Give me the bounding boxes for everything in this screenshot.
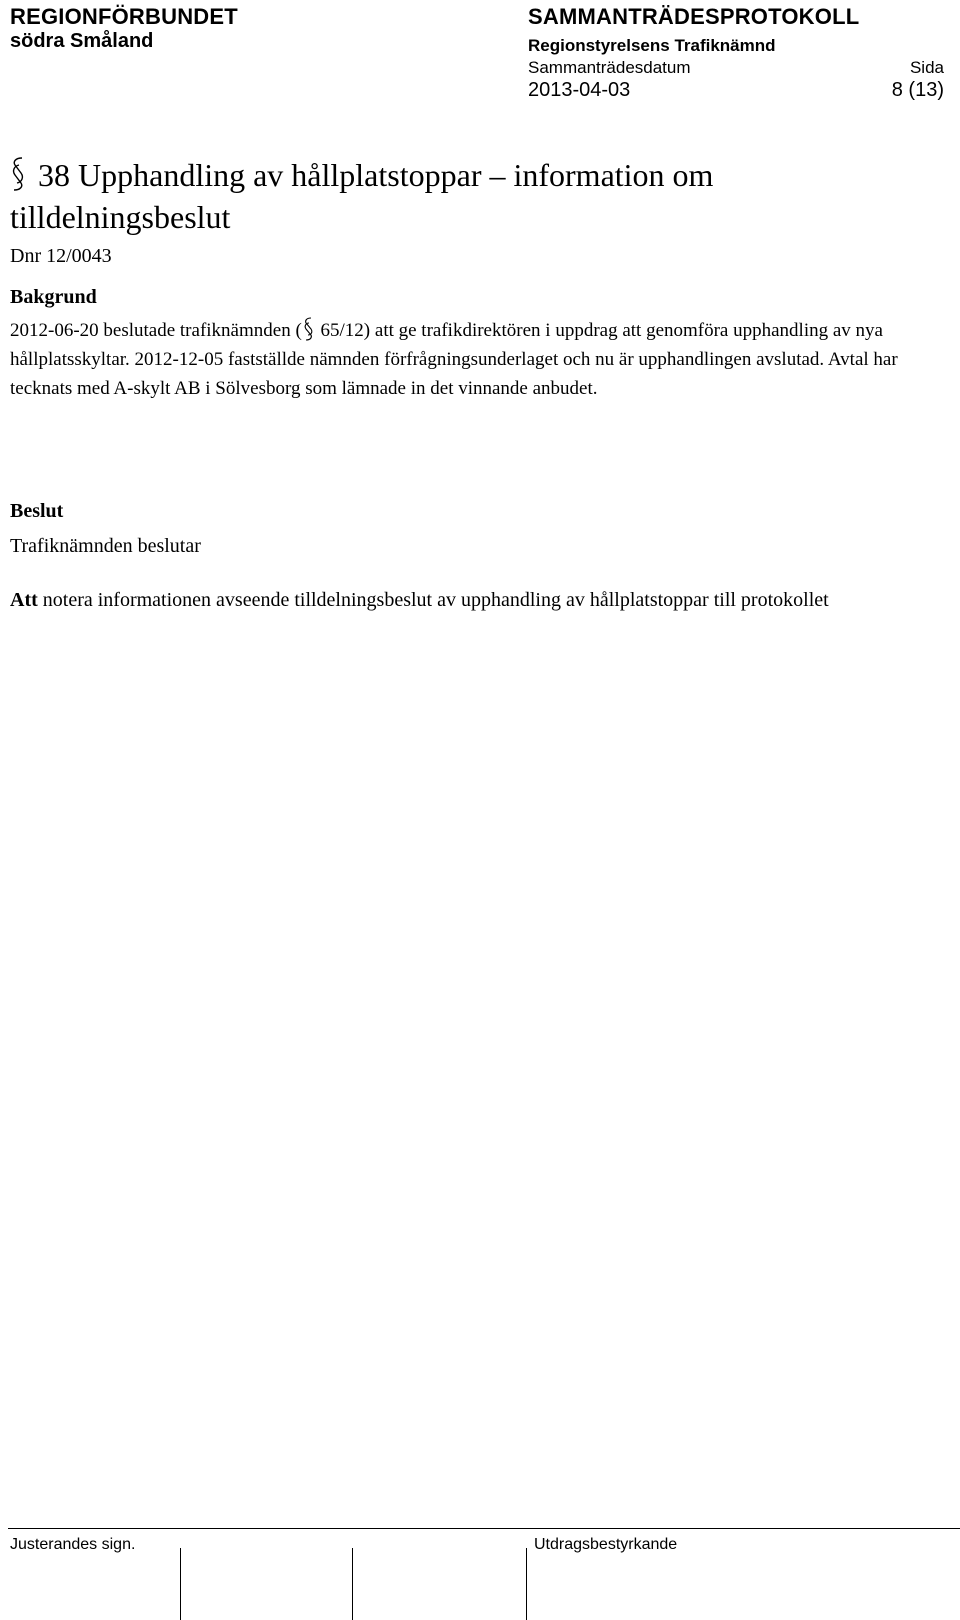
signature-box-divider [180, 1548, 181, 1620]
background-text-part2: 65/12) att ge trafikdirektören i uppdrag att genomföra upphandling av nya hållplatsskyltar. 2012-12-05 fastställde nämnden förfrågningsunderlaget och nu är upphandlingen avslutad. Avtal har tecknats med A-skylt AB i Sölvesborg som lämnade in det vinnande anbudet. [10, 320, 898, 399]
section-sign-icon [303, 317, 314, 341]
footer-label-certified-extract: Utdragsbestyrkande [534, 1536, 678, 1553]
organization-region: södra Småland [10, 30, 154, 52]
organization-name: REGIONFÖRBUNDET [10, 4, 238, 29]
page-number: 8 (13) [891, 79, 944, 101]
section-title-background: Bakgrund [10, 286, 97, 308]
footer-top-rule [8, 1528, 960, 1529]
item-heading [10, 154, 910, 238]
footer-label-adjusters-signature: Justerandes sign. [10, 1536, 136, 1553]
decision-text: notera informationen avseende tilldelningsbeslut av upphandling av hållplatstoppar till protokollet [37, 589, 829, 611]
page-label: Sida [909, 58, 944, 77]
item-title: 38 Upphandling av hållplatstoppar – information om tilldelningsbeslut [10, 157, 714, 235]
background-paragraph [10, 316, 930, 403]
meeting-date-label: Sammanträdesdatum [528, 58, 691, 77]
section-title-decision: Beslut [10, 500, 64, 522]
att-keyword: Att [10, 589, 38, 611]
decision-intro: Trafiknämnden beslutar [10, 535, 201, 557]
committee-name: Regionstyrelsens Trafiknämnd [528, 36, 776, 55]
registration-number: Dnr 12/0043 [10, 245, 112, 267]
signature-box-divider [352, 1548, 353, 1620]
section-sign-icon [10, 156, 26, 192]
meeting-date: 2013-04-03 [528, 79, 631, 101]
signature-box-divider [526, 1548, 527, 1620]
document-type: SAMMANTRÄDESPROTOKOLL [528, 4, 860, 29]
decision-paragraph [10, 586, 870, 615]
background-text-part1: 2012-06-20 beslutade trafiknämnden ( [10, 320, 302, 341]
